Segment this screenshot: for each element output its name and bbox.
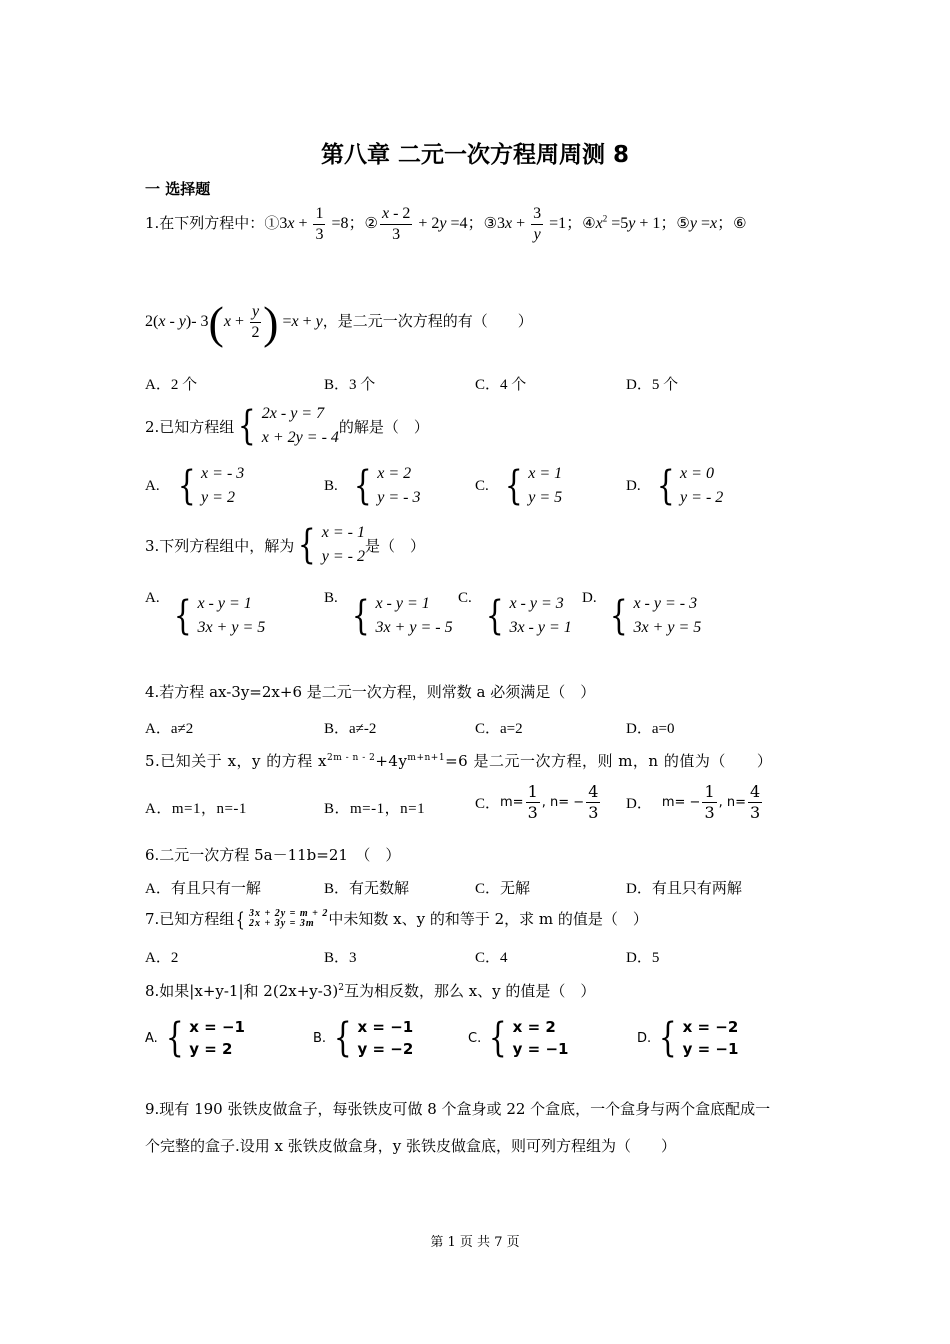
question-2-stem — [145, 402, 429, 450]
q5-option-b[interactable]: B．m=-1，n=1 — [324, 801, 426, 817]
q5d-num1: 1 — [704, 782, 715, 801]
page-footer: 第 1 页 共 7 页 — [430, 1235, 520, 1250]
q5c-n: , n= − — [541, 795, 585, 810]
q5c-num1: 1 — [527, 782, 538, 801]
option-label: D． — [626, 796, 652, 812]
q3-option-c-label[interactable]: C. — [458, 590, 472, 606]
q7-option-b[interactable]: B．3 — [324, 950, 357, 966]
q7-option-c[interactable]: C．4 — [475, 950, 508, 966]
option-label: A. — [145, 1030, 158, 1046]
q2d-row2: y = - 2 — [680, 489, 724, 506]
q8d-row2: y = −1 — [682, 1040, 739, 1058]
q2c-row2: y = 5 — [528, 489, 563, 506]
q7-suffix: 中未知数 x、y 的和等于 2，求 m 的值是（ ） — [328, 910, 648, 928]
q2b-row1: x = 2 — [377, 465, 412, 482]
q3-eq2: y = - 2 — [321, 548, 365, 565]
q2c-row1: x = 1 — [528, 465, 563, 482]
q3c-row2: 3x - y = 1 — [509, 619, 572, 636]
q3b-row2: 3x + y = - 5 — [375, 619, 453, 636]
q7-system: { 3x + 2y = m + 2 2x + 3y = 3m — [236, 906, 329, 931]
q6-option-a[interactable]: A．有且只有一解 — [145, 881, 261, 897]
q5c-den1: 3 — [527, 803, 538, 822]
q8-option-a[interactable]: A. { x = −1 y = 2 — [145, 1015, 245, 1061]
q1-option-d[interactable]: D．5 个 — [626, 377, 679, 393]
q1-eq3: 3x + $\frac{3}{y}$ =1； — [497, 205, 583, 243]
question-9-line2: 个完整的盒子.设用 x 张铁皮做盒身，y 张铁皮做盒底，则可列方程组为（ ） — [145, 1137, 677, 1155]
q3-suffix: 是（ ） — [365, 536, 426, 555]
q1-option-c[interactable]: C．4 个 — [475, 377, 527, 393]
q7-option-a[interactable]: A．2 — [145, 950, 179, 966]
q3-option-b[interactable]: { x - y = 1 3x + y = - 5 — [351, 593, 453, 639]
q5-exp1: 2m - n - 2 — [327, 753, 376, 763]
q3d-row1: x - y = - 3 — [633, 595, 698, 612]
eq3-label: ③ — [483, 214, 498, 233]
option-label: B. — [313, 1030, 327, 1046]
q8a-row1: x = −1 — [189, 1018, 245, 1036]
q4-option-d[interactable]: D．a=0 — [626, 721, 675, 737]
q5d-m: m= − — [661, 795, 701, 810]
q7-prefix: 7.已知方程组 — [145, 910, 235, 928]
q2-suffix: 的解是（ ） — [338, 417, 429, 436]
q8b-row2: y = −2 — [357, 1040, 414, 1058]
q3-option-b-label[interactable]: B. — [324, 590, 338, 606]
question-7-stem — [145, 908, 648, 929]
q5-option-c[interactable] — [475, 782, 602, 823]
q3-prefix: 3.下列方程组中，解为 — [145, 536, 295, 555]
question-1-stem-cont — [145, 296, 533, 349]
q1-prefix: 1.在下列方程中： — [145, 214, 265, 233]
q2b-row2: y = - 3 — [377, 489, 421, 506]
q8-part-a: 8.如果|x+y-1|和 2(2x+y-3) — [145, 982, 339, 1000]
q2-prefix: 2.已知方程组 — [145, 417, 235, 436]
q8d-row1: x = −2 — [682, 1018, 739, 1036]
q3-option-a[interactable]: { x - y = 1 3x + y = 5 — [173, 593, 266, 639]
q1-eq4: $x^2 =5y + 1$； — [595, 213, 677, 233]
q1-option-a[interactable]: A．2 个 — [145, 377, 198, 393]
q5-part-a: 5.已知关于 x，y 的方程 x — [145, 752, 328, 770]
q4-option-c[interactable]: C．a=2 — [475, 721, 523, 737]
q8c-row2: y = −1 — [512, 1040, 569, 1058]
q3b-row1: x - y = 1 — [375, 595, 430, 612]
q8-exp: 2 — [338, 983, 344, 993]
q6-option-c[interactable]: C．无解 — [475, 881, 531, 897]
question-4-stem: 4.若方程 ax-3y=2x+6 是二元一次方程，则常数 a 必须满足（ ） — [145, 683, 596, 701]
q8c-row1: x = 2 — [512, 1018, 556, 1036]
eq2-label: ② — [364, 214, 378, 233]
q3a-row2: 3x + y = 5 — [197, 619, 266, 636]
q5-part-b: +4y — [375, 752, 408, 770]
page-title: 第八章 二元一次方程周周测 8 — [320, 142, 630, 168]
eq5-label: ⑤ — [676, 214, 690, 233]
q1-suffix: ，是二元一次方程的有（ ） — [322, 312, 533, 331]
q8-option-b[interactable]: B. { x = −1 y = −2 — [313, 1015, 414, 1061]
option-label: C. — [468, 1030, 482, 1046]
eq6-label: ⑥ — [733, 214, 747, 233]
q2-option-b[interactable]: B. { x = 2 y = - 3 — [324, 463, 421, 509]
q1-eq1: 3x + $\frac{1}{3}$ =8； — [279, 205, 365, 243]
option-label: C. — [475, 477, 489, 494]
option-label: C． — [475, 796, 501, 812]
q5-exp2: m+n+1 — [407, 753, 446, 763]
q5c-den2: 3 — [588, 803, 599, 822]
section-heading: 一 选择题 — [145, 180, 211, 198]
option-label: B. — [324, 477, 338, 494]
q8-option-d[interactable]: D. { x = −2 y = −1 — [637, 1015, 739, 1061]
q3-eq1: x = - 1 — [321, 524, 365, 541]
q8a-row2: y = 2 — [189, 1040, 233, 1058]
q2a-row1: x = - 3 — [201, 465, 245, 482]
q1-eq2: $\frac{x - 2}{3}$ + 2y =4； — [381, 205, 484, 243]
q3-option-d-label[interactable]: D. — [582, 590, 597, 606]
q7-option-d[interactable]: D．5 — [626, 950, 660, 966]
q2-option-a[interactable]: A. { x = - 3 y = 2 — [145, 463, 245, 509]
question-3-stem — [145, 521, 425, 569]
option-label: D. — [626, 477, 641, 494]
q2-eq2: x + 2y = - 4 — [261, 429, 339, 446]
q4-option-b[interactable]: B．a≠-2 — [324, 721, 377, 737]
question-8-stem — [145, 980, 595, 1001]
q3c-row1: x - y = 3 — [509, 595, 564, 612]
q1-eq6: 2(x - y)- 3(x + $\frac{y}{2}$ ) =x + y — [145, 297, 323, 348]
q1-eq5: y =x； — [689, 215, 734, 233]
eq1-label: ① — [264, 214, 280, 233]
q3-option-a-label[interactable]: A. — [145, 590, 160, 606]
eq4-label: ④ — [582, 214, 596, 233]
question-9-line1: 9.现有 190 张铁皮做盒子，每张铁皮可做 8 个盒身或 22 个盒底，一个盒身与两个盒底配成一 — [145, 1100, 771, 1118]
q5d-num2: 4 — [750, 782, 761, 801]
q4-option-a[interactable]: A．a≠2 — [145, 721, 194, 737]
q3-option-c[interactable]: { x - y = 3 3x - y = 1 — [485, 593, 572, 639]
q3-option-d[interactable]: { x - y = - 3 3x + y = 5 — [609, 593, 702, 639]
q2d-row1: x = 0 — [680, 465, 714, 482]
q2-option-d[interactable]: D. { x = 0 y = - 2 — [626, 463, 724, 509]
q3d-row2: 3x + y = 5 — [633, 619, 702, 636]
q2-option-c[interactable]: C. { x = 1 y = 5 — [475, 463, 563, 509]
option-label: D. — [637, 1030, 652, 1046]
q2a-row2: y = 2 — [201, 489, 235, 506]
option-label: A. — [145, 477, 160, 494]
question-5-stem — [145, 750, 772, 771]
q5-part-c: =6 是二元一次方程，则 m，n 的值为（ ） — [445, 752, 773, 770]
q5-option-a[interactable]: A．m=1，n=-1 — [145, 801, 247, 817]
q8b-row1: x = −1 — [357, 1018, 414, 1036]
q3a-row1: x - y = 1 — [197, 595, 252, 612]
q8-suffix: 互为相反数，那么 x、y 的值是（ ） — [343, 982, 596, 1000]
q2-eq1: 2x - y = 7 — [261, 405, 325, 422]
q7-eq1: 3x + 2y = m + 2 — [249, 907, 329, 919]
q5d-n: , n= — [718, 795, 747, 810]
q5d-den2: 3 — [750, 803, 761, 822]
q6-option-d[interactable]: D．有且只有两解 — [626, 881, 742, 897]
q5-option-d[interactable] — [626, 782, 764, 823]
q1-option-b[interactable]: B．3 个 — [324, 377, 376, 393]
q3-system: { x = - 1 y = - 2 — [298, 522, 365, 568]
q5c-m: m= — [500, 795, 524, 810]
question-1-stem — [145, 204, 747, 245]
q6-option-b[interactable]: B．有无数解 — [324, 881, 410, 897]
q7-eq2: 2x + 3y = 3m — [249, 917, 315, 929]
q5d-den1: 3 — [704, 803, 715, 822]
question-6-stem: 6.二元一次方程 5a－11b=21 （ ） — [145, 846, 401, 864]
q2-system: { 2x - y = 7 x + 2y = - 4 — [238, 403, 339, 449]
q5c-num2: 4 — [588, 782, 599, 801]
q8-option-c[interactable]: C. { x = 2 y = −1 — [468, 1015, 569, 1061]
